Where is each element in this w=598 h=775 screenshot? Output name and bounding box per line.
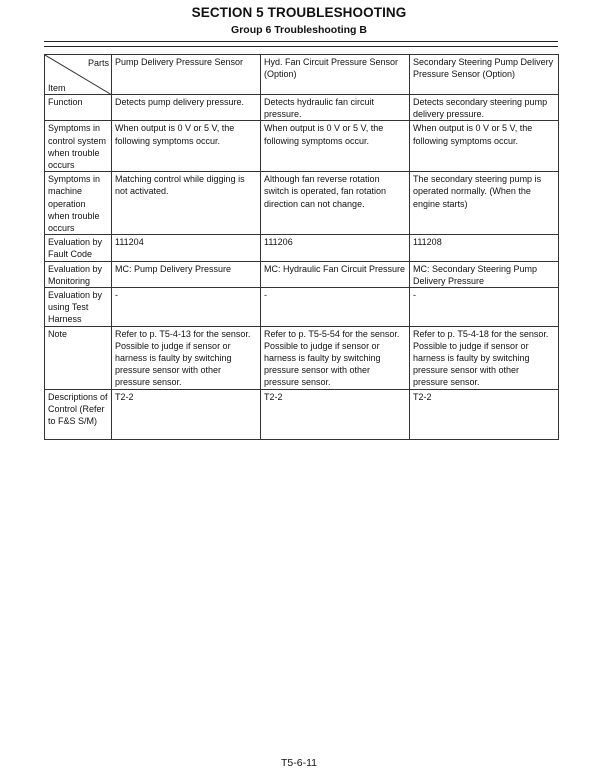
table-cell: When output is 0 V or 5 V, the following symptoms occur. — [112, 121, 261, 172]
table-cell: Refer to p. T5-4-18 for the sensor. Possible to judge if sensor or harness is faulty by switching pressure sensor with other pressure sensor. — [410, 326, 559, 389]
table-row — [45, 261, 559, 287]
table-cell: Detects pump delivery pressure. — [112, 95, 261, 121]
table-cell: T2-2 — [410, 389, 559, 439]
column-header: Secondary Steering Pump Delivery Pressure Sensor (Option) — [410, 55, 559, 95]
row-label: Descriptions of Control (Refer to F&S S/M) — [45, 389, 112, 439]
table-cell: 111204 — [112, 235, 261, 261]
column-header: Hyd. Fan Circuit Pressure Sensor (Option) — [261, 55, 410, 95]
table-cell: Detects secondary steering pump delivery pressure. — [410, 95, 559, 121]
table-cell: 111206 — [261, 235, 410, 261]
corner-parts-label: Parts — [87, 58, 109, 68]
table-cell: When output is 0 V or 5 V, the following symptoms occur. — [261, 121, 410, 172]
table-row — [45, 95, 559, 121]
section-title: SECTION 5 TROUBLESHOOTING — [191, 5, 407, 20]
table-cell: 111208 — [410, 235, 559, 261]
header-rule-bottom — [44, 46, 558, 47]
table-cell: T2-2 — [112, 389, 261, 439]
table-row — [45, 235, 559, 261]
table-row — [45, 172, 559, 235]
table-cell: - — [112, 288, 261, 327]
table-row — [45, 288, 559, 327]
troubleshooting-table — [44, 54, 559, 440]
corner-cell — [45, 55, 112, 95]
table-cell: Although fan reverse rotation switch is operated, fan rotation direction can not change. — [261, 172, 410, 235]
table-cell: Refer to p. T5-5-54 for the sensor. Possible to judge if sensor or harness is faulty by switching pressure sensor with other pressure sensor. — [261, 326, 410, 389]
group-title: Group 6 Troubleshooting B — [231, 24, 367, 36]
row-label: Symptoms in control system when trouble occurs — [45, 121, 112, 172]
table-cell: - — [261, 288, 410, 327]
row-label: Function — [45, 95, 112, 121]
row-label: Note — [45, 326, 112, 389]
table-cell: Refer to p. T5-4-13 for the sensor. Possible to judge if sensor or harness is faulty by switching pressure sensor with other pressure sensor. — [112, 326, 261, 389]
table-row — [45, 326, 559, 389]
header-row — [45, 55, 559, 95]
table-cell: Matching control while digging is not activated. — [112, 172, 261, 235]
table-cell: MC: Hydraulic Fan Circuit Pressure — [261, 261, 410, 287]
table-row — [45, 121, 559, 172]
row-label: Evaluation by Monitoring — [45, 261, 112, 287]
row-label: Evaluation by Fault Code — [45, 235, 112, 261]
table-cell: MC: Secondary Steering Pump Delivery Pressure — [410, 261, 559, 287]
table-cell: T2-2 — [261, 389, 410, 439]
table-cell: MC: Pump Delivery Pressure — [112, 261, 261, 287]
table-cell: When output is 0 V or 5 V, the following symptoms occur. — [410, 121, 559, 172]
column-header: Pump Delivery Pressure Sensor — [112, 55, 261, 95]
row-label: Symptoms in machine operation when trouble occurs — [45, 172, 112, 235]
row-label: Evaluation by using Test Harness — [45, 288, 112, 327]
page-number: T5-6-11 — [281, 757, 317, 769]
header-rule-top — [44, 41, 558, 42]
table-row — [45, 389, 559, 439]
table-cell: - — [410, 288, 559, 327]
table-cell: Detects hydraulic fan circuit pressure. — [261, 95, 410, 121]
corner-item-label: Item — [48, 82, 66, 93]
table-cell: The secondary steering pump is operated normally. (When the engine starts) — [410, 172, 559, 235]
